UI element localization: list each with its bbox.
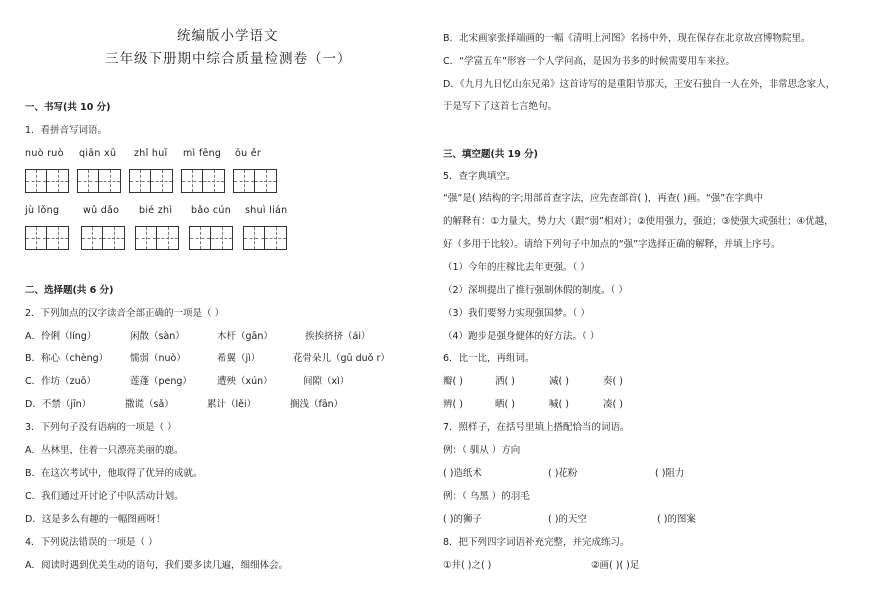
q7-row2-3: ( )的图案 — [657, 514, 696, 525]
q2-option-c-4: 间隙（xì） — [303, 376, 350, 387]
pinyin-1-1: nuò ruò — [25, 148, 64, 159]
writing-box[interactable] — [135, 226, 179, 250]
question-3: 3．下列句子没有语病的一项是（ ） — [25, 422, 177, 433]
pinyin-2-4: bǎo cún — [191, 205, 232, 216]
q2-option-a: A．伶俐（líng） — [25, 331, 97, 342]
q2-option-d-2: 撒谎（sǎ） — [125, 399, 174, 410]
q3-option-a: A．丛林里，住着一只漂亮美丽的鹿。 — [25, 445, 184, 456]
q2-option-b: B．称心（chèng） — [25, 353, 109, 364]
question-7: 7．照样子，在括号里填上搭配恰当的词语。 — [443, 422, 630, 433]
q2-option-b-4: 花骨朵儿（gū duǒ r） — [293, 353, 390, 364]
q5-item-1: （1）今年的庄稼比去年更强。（ ） — [443, 262, 590, 273]
q4-option-c: C．“学富五车”形容一个人学问高，是因为书多的时候需要用车来拉。 — [443, 56, 735, 67]
pinyin-1-4: mì fēng — [183, 148, 222, 159]
question-2: 2．下列加点的汉字读音全部正确的一项是（ ） — [25, 308, 225, 319]
section-1-heading: 一、书写(共 10 分) — [25, 102, 111, 113]
q4-option-d-cont: 于是写下了这首七言绝句。 — [443, 101, 558, 112]
writing-box[interactable] — [129, 169, 173, 193]
q2-option-a-2: 闲散（sàn） — [130, 331, 185, 342]
pinyin-2-3: bié zhì — [139, 205, 173, 216]
q2-option-d-4: 搁浅（fān） — [290, 399, 344, 410]
q5-text-3: 好（多用于比较）。请给下列句子中加点的“强”字选择正确的解释，并填上序号。 — [443, 239, 781, 250]
pinyin-2-2: wǔ dǎo — [83, 205, 120, 216]
q6-word-1-4: 奏( ) — [603, 376, 623, 387]
q7-row2-1: ( )的狮子 — [443, 514, 482, 525]
left-column — [25, 0, 415, 615]
q6-word-1-2: 洒( ) — [495, 376, 515, 387]
q7-example-1: 例：（ 驯从 ）方向 — [443, 445, 521, 456]
writing-box[interactable] — [77, 169, 121, 193]
q7-example-2: 例：（ 乌黑 ）的羽毛 — [443, 491, 530, 502]
q7-row2-2: ( )的天空 — [548, 514, 587, 525]
pinyin-1-2: qiān xū — [79, 148, 117, 159]
q7-row1-1: ( )造纸术 — [443, 468, 482, 479]
question-6: 6．比一比，再组词。 — [443, 353, 535, 364]
question-4: 4．下列说法错误的一项是（ ） — [25, 537, 158, 548]
q3-option-c: C．我们通过开讨论了中队活动计划。 — [25, 491, 184, 502]
q6-word-1-3: 减( ) — [549, 376, 569, 387]
section-2-heading: 二、选择题(共 6 分) — [25, 285, 114, 296]
q6-word-1-1: 瓣( ) — [443, 376, 463, 387]
writing-box[interactable] — [25, 226, 69, 250]
q3-option-b: B．在这次考试中，他取得了优异的成就。 — [25, 468, 203, 479]
q2-option-a-3: 木杆（gān） — [217, 331, 273, 342]
writing-box[interactable] — [81, 226, 125, 250]
writing-box[interactable] — [243, 226, 287, 250]
q4-option-a: A．阅读时遇到优美生动的语句，我们要多读几遍，细细体会。 — [25, 560, 288, 571]
q4-option-d: D．《九月九日忆山东兄弟》这首诗写的是重阳节那天，王安石独自一人在外，非常思念家人， — [443, 79, 836, 90]
q6-word-2-1: 辨( ) — [443, 399, 463, 410]
q8-idiom-2: ②画( )( )足 — [591, 560, 640, 571]
writing-box[interactable] — [233, 169, 277, 193]
q2-option-b-3: 希翼（jì） — [217, 353, 261, 364]
q5-item-4: （4）跑步是强身健体的好方法。（ ） — [443, 331, 600, 342]
right-column — [443, 0, 853, 615]
q7-row1-3: ( )阻力 — [655, 468, 685, 479]
q4-option-b: B．北宋画家张择端画的一幅《清明上河图》名扬中外，现在保存在北京故宫博物院里。 — [443, 33, 811, 44]
q6-word-2-2: 晒( ) — [495, 399, 515, 410]
q2-option-c: C．作坊（zuō） — [25, 376, 96, 387]
q2-option-c-2: 莲蓬（peng） — [130, 376, 192, 387]
title-line-1: 统编版小学语文 — [177, 28, 279, 44]
q2-option-b-2: 懦弱（nuò） — [130, 353, 186, 364]
pinyin-1-3: zhǐ huī — [134, 148, 168, 159]
q2-option-d-3: 累计（lěi） — [207, 399, 257, 410]
pinyin-1-5: ōu ěr — [235, 148, 262, 159]
q7-row1-2: ( )花粉 — [548, 468, 578, 479]
question-5: 5．查字典填空。 — [443, 171, 516, 182]
q2-option-c-3: 遭殃（xún） — [217, 376, 273, 387]
writing-box[interactable] — [189, 226, 233, 250]
question-8: 8．把下列四字词语补充完整，并完成练习。 — [443, 537, 630, 548]
section-3-heading: 三、填空题(共 19 分) — [443, 149, 539, 160]
q2-option-d: D．不禁（jīn） — [25, 399, 92, 410]
question-1: 1．看拼音写词语。 — [25, 125, 108, 136]
q5-item-2: （2）深圳提出了推行强制休假的制度。（ ） — [443, 285, 628, 296]
title-line-2: 三年级下册期中综合质量检测卷（一） — [105, 51, 352, 67]
pinyin-2-5: shuì lián — [245, 205, 288, 216]
q5-text-2: 的解释有：①力量大，势力大（跟“弱”相对）；②使用强力，强迫；③使强大或强壮；④优越， — [443, 216, 834, 227]
q5-item-3: （3）我们要努力实现强国梦。（ ） — [443, 308, 590, 319]
q6-word-2-4: 凑( ) — [603, 399, 623, 410]
q3-option-d: D．这是多么有趣的一幅图画呀！ — [25, 514, 166, 525]
writing-box[interactable] — [25, 169, 69, 193]
q8-idiom-1: ①井( )之( ) — [443, 560, 492, 571]
pinyin-2-1: jù lǒng — [25, 205, 60, 216]
q2-option-a-4: 挨挨挤挤（ái） — [305, 331, 371, 342]
q6-word-2-3: 喊( ) — [549, 399, 569, 410]
q5-text-1: “强”是( )结构的字;用部首查字法，应先查部首( )，再查( )画。“强”在字典中 — [443, 193, 764, 204]
writing-box[interactable] — [181, 169, 225, 193]
